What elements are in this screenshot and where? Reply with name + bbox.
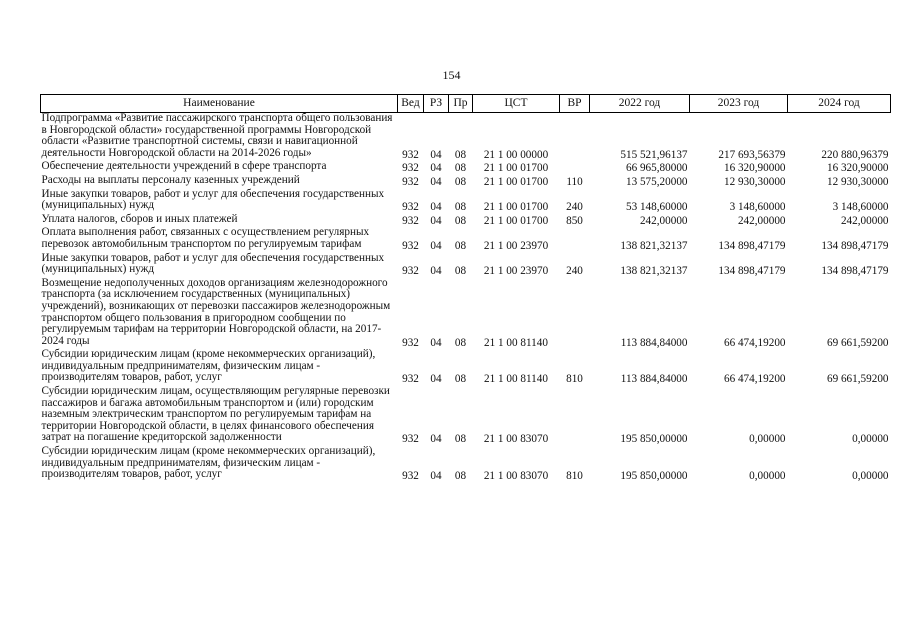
row-vr <box>560 113 590 162</box>
row-name: Субсидии юридическим лицам, осуществляющим регулярные перевозки пассажиров и багажа автомобильным транспортом и (или) городским наземным электрическим транспортом по регулируемым тарифам на территории Новгородской области, в целях финансового обеспечения затрат на погашение кредиторской задолженности <box>41 385 390 444</box>
row-cst: 21 1 00 23970 <box>483 239 549 252</box>
row-rz: 04 <box>430 239 442 252</box>
row-amount-2024: 69 661,59200 <box>826 336 889 349</box>
row-pr: 08 <box>454 336 467 349</box>
row-name: Обеспечение деятельности учреждений в сфере транспорта <box>41 160 327 173</box>
row-amount-2022: 138 821,32137 <box>620 239 688 252</box>
row-name: Субсидии юридическим лицам (кроме некоммерческих организаций), индивидуальным предпринимателям, физическим лицам - производителям товаров, работ, услуг <box>41 348 376 384</box>
row-amount-2023: 12 930,30000 <box>723 175 786 188</box>
row-pr: 08 <box>454 148 467 161</box>
row-ved: 932 <box>402 162 419 175</box>
table-row <box>41 278 891 350</box>
row-name: Субсидии юридическим лицам (кроме некоммерческих организаций), индивидуальным предпринимателям, физическим лицам - производителям товаров, работ, услуг <box>41 445 376 481</box>
row-amount-2022: 138 821,32137 <box>620 265 688 278</box>
row-name: Подпрограмма «Развитие пассажирского транспорта общего пользования в Новгородской области» государственной программы Новгородской области «Развитие транспортной системы, связи и навигационной деятельности Новгородской области на 2014-2026 годы» <box>41 112 393 159</box>
row-amount-2022: 53 148,60000 <box>625 201 688 214</box>
header-ved: Вед <box>398 95 424 113</box>
row-amount-2024: 3 148,60000 <box>832 201 889 214</box>
row-pr: 08 <box>454 470 467 483</box>
row-vr: 240 <box>566 201 583 214</box>
row-amount-2024: 12 930,30000 <box>826 175 889 188</box>
row-rz: 04 <box>430 201 442 214</box>
row-name: Расходы на выплаты персоналу казенных учреждений <box>41 173 300 186</box>
row-amount-2023: 134 898,47179 <box>718 265 786 278</box>
table-row <box>41 227 891 252</box>
row-cst: 21 1 00 23970 <box>483 265 549 278</box>
row-ved: 932 <box>402 175 419 188</box>
row-ved: 932 <box>402 148 419 161</box>
row-amount-2023: 0,00000 <box>749 433 786 446</box>
table-row <box>41 189 891 214</box>
table-row <box>41 214 891 228</box>
row-vr <box>560 227 590 252</box>
row-vr <box>560 278 590 350</box>
row-name: Оплата выполнения работ, связанных с осуществлением регулярных перевозок автомобильным транспортом по регулируемым тарифам <box>41 226 370 250</box>
header-name: Наименование <box>41 95 398 113</box>
row-amount-2023: 66 474,19200 <box>723 373 786 386</box>
row-name: Иные закупки товаров, работ и услуг для обеспечения государственных (муниципальных) нужд <box>41 251 385 276</box>
row-amount-2022: 195 850,00000 <box>620 433 688 446</box>
row-pr: 08 <box>454 373 467 386</box>
table-row <box>41 349 891 386</box>
row-amount-2023: 217 693,56379 <box>718 148 786 161</box>
row-amount-2023: 242,00000 <box>737 214 786 227</box>
header-2023: 2023 год <box>690 95 788 113</box>
row-cst: 21 1 00 01700 <box>483 201 549 214</box>
row-amount-2023: 66 474,19200 <box>723 336 786 349</box>
row-cst: 21 1 00 81140 <box>484 336 548 349</box>
row-ved: 932 <box>402 239 419 252</box>
row-amount-2024: 134 898,47179 <box>821 239 889 252</box>
table-row <box>41 161 891 175</box>
row-ved: 932 <box>402 336 419 349</box>
row-ved: 932 <box>402 470 419 483</box>
table-row <box>41 446 891 483</box>
row-name: Возмещение недополученных доходов организациям железнодорожного транспорта (за исключением государственных (муниципальных) учреждений), возникающих от перевозки пассажиров железнодорожным транспортом общего пользования в пригородном сообщении по регулируемым тарифам на территории Новгородской области, на 2017-2024 годы <box>41 276 391 347</box>
row-cst: 21 1 00 83070 <box>483 470 549 483</box>
row-pr: 08 <box>454 239 467 252</box>
row-amount-2023: 3 148,60000 <box>729 201 786 214</box>
row-amount-2024: 69 661,59200 <box>826 373 889 386</box>
table-row <box>41 175 891 189</box>
row-rz: 04 <box>430 470 442 483</box>
row-pr: 08 <box>454 175 467 188</box>
row-cst: 21 1 00 01700 <box>483 175 549 188</box>
budget-table <box>40 94 891 483</box>
row-rz: 04 <box>430 336 442 349</box>
header-vr: ВР <box>560 95 590 113</box>
row-name: Уплата налогов, сборов и иных платежей <box>41 212 238 225</box>
row-ved: 932 <box>402 214 419 227</box>
row-amount-2022: 515 521,96137 <box>620 148 688 161</box>
row-ved: 932 <box>402 265 419 278</box>
row-vr: 850 <box>566 214 583 227</box>
row-cst: 21 1 00 01700 <box>483 214 549 227</box>
row-rz: 04 <box>430 433 442 446</box>
row-amount-2024: 134 898,47179 <box>821 265 889 278</box>
row-ved: 932 <box>402 433 419 446</box>
row-pr: 08 <box>454 162 467 175</box>
row-rz: 04 <box>430 373 442 386</box>
row-ved: 932 <box>402 201 419 214</box>
row-amount-2023: 0,00000 <box>749 470 786 483</box>
row-vr: 810 <box>566 470 583 483</box>
row-rz: 04 <box>430 175 442 188</box>
row-name: Иные закупки товаров, работ и услуг для обеспечения государственных (муниципальных) нужд <box>41 187 385 212</box>
row-vr <box>560 161 590 175</box>
row-rz: 04 <box>430 214 442 227</box>
header-2022: 2022 год <box>590 95 690 113</box>
table-row <box>41 113 891 162</box>
row-rz: 04 <box>430 265 442 278</box>
row-amount-2024: 0,00000 <box>852 433 889 446</box>
row-pr: 08 <box>454 433 467 446</box>
row-amount-2024: 242,00000 <box>840 214 889 227</box>
table-row <box>41 386 891 446</box>
header-rz: РЗ <box>424 95 449 113</box>
table-row <box>41 253 891 278</box>
row-cst: 21 1 00 81140 <box>484 373 548 386</box>
row-amount-2022: 242,00000 <box>639 214 688 227</box>
row-amount-2022: 113 884,84000 <box>620 373 688 386</box>
header-pr: Пр <box>449 95 473 113</box>
row-cst: 21 1 00 00000 <box>483 148 549 161</box>
row-ved: 932 <box>402 373 419 386</box>
row-cst: 21 1 00 01700 <box>483 162 549 175</box>
row-rz: 04 <box>430 162 442 175</box>
row-amount-2023: 134 898,47179 <box>718 239 786 252</box>
row-vr <box>560 386 590 446</box>
row-vr: 110 <box>566 175 583 188</box>
row-pr: 08 <box>454 265 467 278</box>
table-body <box>41 113 891 483</box>
row-amount-2023: 16 320,90000 <box>723 162 786 175</box>
row-pr: 08 <box>454 201 467 214</box>
row-cst: 21 1 00 83070 <box>483 433 549 446</box>
row-amount-2024: 16 320,90000 <box>826 162 889 175</box>
row-amount-2024: 220 880,96379 <box>821 148 889 161</box>
header-2024: 2024 год <box>788 95 891 113</box>
table-header <box>41 95 891 113</box>
row-vr: 240 <box>566 265 583 278</box>
row-amount-2022: 66 965,80000 <box>625 162 688 175</box>
page-number: 154 <box>442 68 461 82</box>
row-amount-2022: 195 850,00000 <box>620 470 688 483</box>
header-cst: ЦСТ <box>473 95 560 113</box>
row-pr: 08 <box>454 214 467 227</box>
row-amount-2024: 0,00000 <box>852 470 889 483</box>
row-vr: 810 <box>566 373 583 386</box>
row-amount-2022: 113 884,84000 <box>620 336 688 349</box>
row-amount-2022: 13 575,20000 <box>625 175 688 188</box>
row-rz: 04 <box>430 148 442 161</box>
